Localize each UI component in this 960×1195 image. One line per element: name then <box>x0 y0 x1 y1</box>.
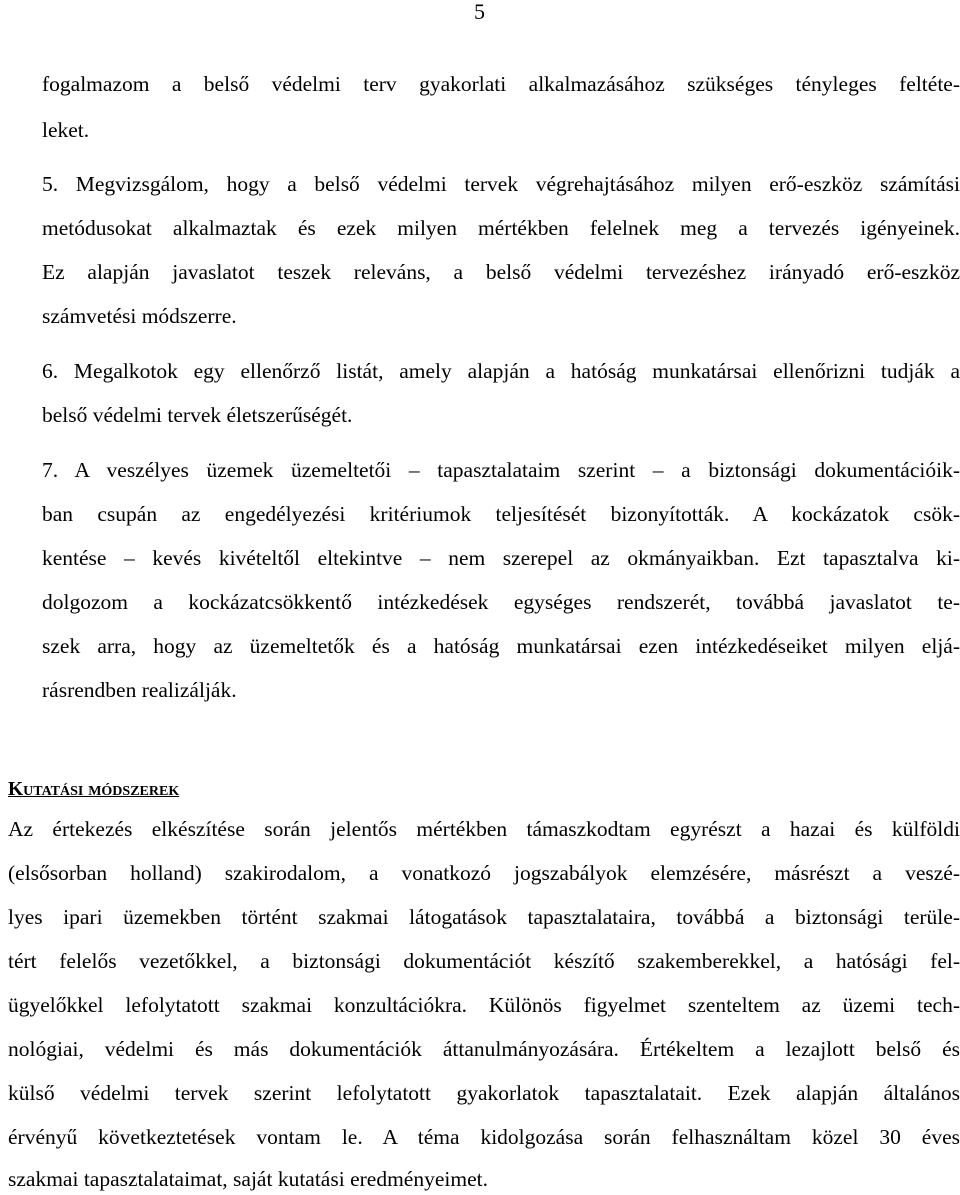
text-line: fogalmazom a belső védelmi terv gyakorlati alkalmazásához szükséges tényleges feltéte- <box>42 72 960 96</box>
list-item-7-line: 7. A veszélyes üzemek üzemeltetői – tapasztalataim szerint – a biztonsági dokumentációik- <box>42 458 960 482</box>
text-line: ban csupán az engedélyezési kritériumok teljesítését bizonyították. A kockázatok csök- <box>42 502 960 526</box>
text-line: rásrendben realizálják. <box>42 678 237 702</box>
text-line: metódusokat alkalmaztak és ezek milyen mértékben felelnek meg a tervezés igényeinek. <box>42 216 960 240</box>
text-line: dolgozom a kockázatcsökkentő intézkedések egységes rendszerét, továbbá javaslatot te- <box>42 590 960 614</box>
page-number: 5 <box>474 0 485 24</box>
text-line: érvényű következtetések vontam le. A téma kidolgozása során felhasználtam közel 30 éves <box>8 1125 960 1149</box>
text-line: Ez alapján javaslatot teszek releváns, a belső védelmi tervezéshez irányadó erő-eszköz <box>42 260 960 284</box>
text-line: számvetési módszerre. <box>42 304 237 328</box>
text-line: (elsősorban holland) szakirodalom, a vonatkozó jogszabályok elemzésére, másrészt a veszé- <box>8 861 960 885</box>
text-line: szek arra, hogy az üzemeltetők és a hatóság munkatársai ezen intézkedéseiket milyen eljá- <box>42 634 960 658</box>
text-line: lyes ipari üzemekben történt szakmai látogatások tapasztalataira, továbbá a biztonsági terüle- <box>8 905 960 929</box>
text-line: külső védelmi tervek szerint lefolytatott gyakorlatok tapasztalatait. Ezek alapján általános <box>8 1081 960 1105</box>
list-item-5-line: 5. Megvizsgálom, hogy a belső védelmi tervek végrehajtásához milyen erő-eszköz számítási <box>42 172 960 196</box>
text-line: tért felelős vezetőkkel, a biztonsági dokumentációt készítő szakemberekkel, a hatósági fel- <box>8 949 960 973</box>
text-line: nológiai, védelmi és más dokumentációk áttanulmányozására. Értékeltem a lezajlott belső és <box>8 1037 960 1061</box>
text-line: leket. <box>42 118 90 142</box>
section-heading: Kutatási módszerek <box>8 779 180 800</box>
text-line: szakmai tapasztalataimat, saját kutatási eredményeimet. <box>8 1167 488 1191</box>
list-item-6-line: 6. Megalkotok egy ellenőrző listát, amely alapján a hatóság munkatársai ellenőrizni tudják a <box>42 359 960 383</box>
text-line: kentése – kevés kivételtől eltekintve – nem szerepel az okmányaikban. Ezt tapasztalva ki- <box>42 546 960 570</box>
text-line: ügyelőkkel lefolytatott szakmai konzultációkra. Különös figyelmet szenteltem az üzemi tech- <box>8 993 960 1017</box>
text-line: belső védelmi tervek életszerűségét. <box>42 403 353 427</box>
text-line: Az értekezés elkészítése során jelentős mértékben támaszkodtam egyrészt a hazai és külföldi <box>8 817 960 841</box>
